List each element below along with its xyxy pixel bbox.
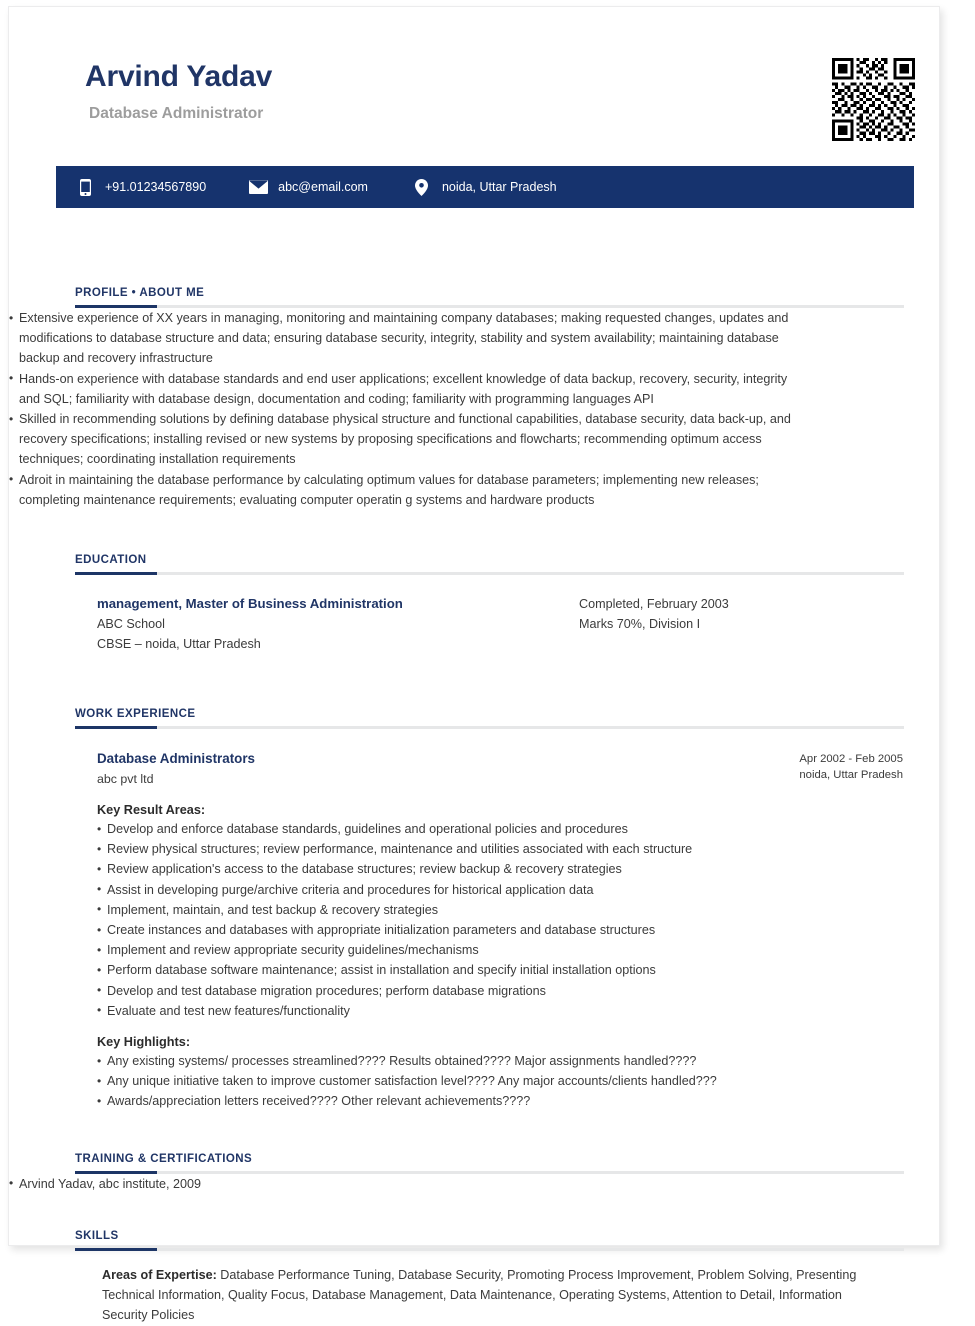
key-highlights-label: Key Highlights:	[97, 1035, 191, 1050]
list-item: • Extensive experience of XX years in managing, monitoring and maintaining company databases; making requested changes, updates and modifications to database structure and data; ensuring database security, integrity, stability and system availability; maintaining database backup and recovery infrastructure	[9, 308, 791, 369]
resume-body	[9, 208, 939, 1326]
work-company: abc pvt ltd	[97, 772, 154, 787]
work-dates: Apr 2002 - Feb 2005	[799, 753, 903, 766]
map-pin-icon	[411, 179, 433, 196]
list-item: • Any unique initiative taken to improve customer satisfaction level???? Any major accounts/clients handled???	[97, 1071, 857, 1091]
section-rule	[75, 726, 904, 729]
section-title-training: TRAINING & CERTIFICATIONS	[75, 1152, 253, 1165]
section-skills	[9, 1230, 939, 1326]
list-item: • Skilled in recommending solutions by defining database physical structure and functional capabilities, database security, data back-up, and recovery specifications; installing revised or new systems by proposing specifications and flowcharts; recommending optimum access techniques; coordinating installation requirements	[9, 409, 791, 470]
section-title-profile: PROFILE • ABOUT ME	[75, 287, 205, 299]
job-role-subtitle: Database Administrator	[89, 105, 264, 122]
section-education	[9, 554, 939, 660]
resume-page	[8, 6, 940, 1323]
education-degree: management, Master of Business Administration	[97, 596, 403, 612]
work-meta	[799, 752, 903, 783]
qr-code-icon	[829, 55, 918, 144]
education-school: ABC School	[97, 617, 165, 632]
list-item: • Arvind Yadav, abc institute, 2009	[9, 1174, 939, 1194]
work-location: noida, Uttar Pradesh	[799, 768, 903, 781]
section-profile	[9, 287, 939, 510]
key-result-areas-list	[97, 819, 857, 1021]
section-title-work: WORK EXPERIENCE	[75, 708, 196, 721]
profile-bullet-list	[9, 308, 791, 510]
education-entry	[9, 594, 939, 660]
list-item: • Implement and review appropriate security guidelines/mechanisms	[97, 940, 857, 960]
contact-bar	[56, 166, 914, 208]
contact-phone[interactable]	[74, 179, 206, 196]
phone-icon	[74, 179, 96, 196]
list-item: • Develop and test database migration procedures; perform database migrations	[97, 981, 857, 1001]
list-item: • Evaluate and test new features/functionality	[97, 1001, 857, 1021]
skills-value: Database Performance Tuning, Database Security, Promoting Process Improvement, Problem Solving, Presenting Technical Information, Quality Focus, Database Management, Data Maintenance, Operating Systems, Attention to Detail, Information Security Policies	[102, 1267, 857, 1323]
list-item: • Any existing systems/ processes streamlined???? Results obtained???? Major assignments handled????	[97, 1051, 857, 1071]
section-rule	[75, 572, 904, 575]
list-item: • Implement, maintain, and test backup & recovery strategies	[97, 900, 857, 920]
contact-location-text: noida, Uttar Pradesh	[441, 180, 557, 194]
education-board: CBSE – noida, Uttar Pradesh	[97, 637, 261, 652]
section-title-skills: SKILLS	[75, 1229, 119, 1242]
section-training	[9, 1153, 939, 1194]
list-item: • Adroit in maintaining the database performance by calculating optimum values for database parameters; implementing new releases; completing maintenance requirements; evaluating computer operatin g systems and hardware products	[9, 470, 791, 510]
contact-phone-text: +91.01234567890	[105, 180, 207, 194]
work-entry	[9, 749, 939, 1112]
list-item: • Develop and enforce database standards, guidelines and operational policies and procedures	[97, 819, 857, 839]
key-highlights-list	[97, 1051, 857, 1112]
contact-email-text: abc@email.com	[278, 180, 368, 194]
section-work-experience	[9, 708, 939, 1112]
list-item: • Review physical structures; review performance, maintenance and utilities associated with each structure	[97, 839, 857, 859]
section-title-education: EDUCATION	[75, 554, 147, 567]
contact-location[interactable]	[411, 179, 557, 196]
list-item: • Assist in developing purge/archive criteria and procedures for historical application data	[97, 880, 857, 900]
work-job-title: Database Administrators	[97, 751, 256, 767]
list-item: • Hands-on experience with database standards and end user applications; excellent knowledge of data backup, recovery, security, integrity and SQL; familiarity with database design, documentation and coding; familiarity with programming languages API	[9, 369, 791, 409]
list-item: • Review application's access to the database structures; review backup & recovery strategies	[97, 859, 857, 879]
education-completion: Completed, February 2003	[579, 597, 729, 612]
education-meta	[579, 594, 729, 634]
training-list	[9, 1174, 939, 1194]
education-marks: Marks 70%, Division I	[579, 617, 701, 632]
list-item: • Create instances and databases with appropriate initialization parameters and database structures	[97, 920, 857, 940]
contact-email[interactable]	[247, 180, 368, 194]
key-result-areas-label: Key Result Areas:	[97, 803, 206, 818]
page-title: Arvind Yadav	[85, 60, 273, 93]
envelope-icon	[247, 180, 269, 194]
section-rule	[75, 1248, 904, 1251]
skills-label: Areas of Expertise:	[102, 1267, 217, 1282]
resume-header	[9, 7, 939, 155]
skills-content	[102, 1265, 890, 1326]
list-item: • Perform database software maintenance; assist in installation and specify initial installation options	[97, 960, 857, 980]
list-item: • Awards/appreciation letters received???? Other relevant achievements????	[97, 1091, 857, 1111]
